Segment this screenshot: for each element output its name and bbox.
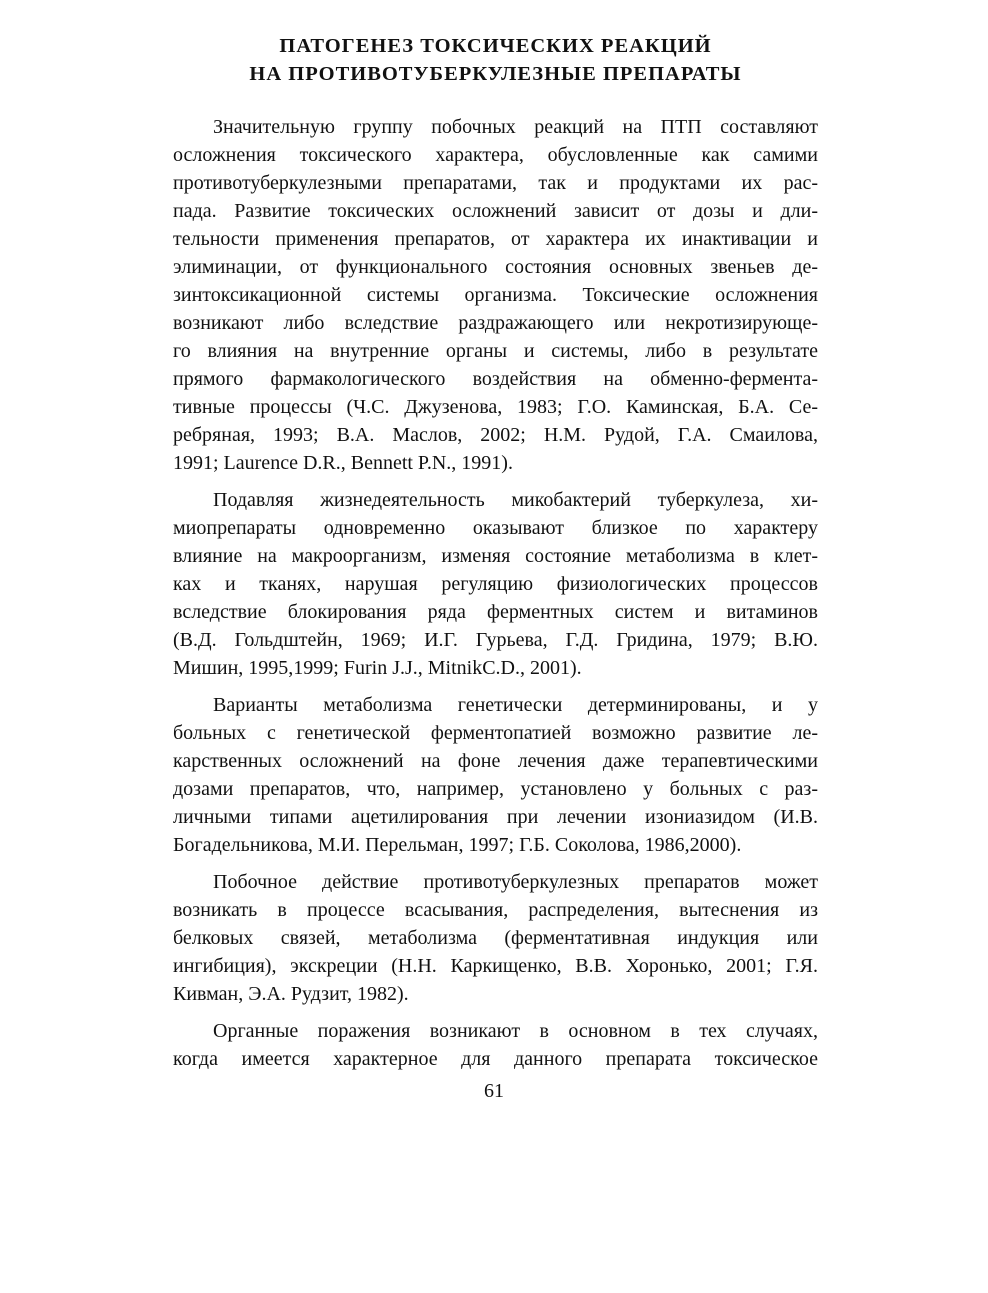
text-line: больных с генетической ферментопатией возможно развитие ле- [173,722,818,744]
text-line: осложнения токсического характера, обусловленные как самими [173,144,818,166]
paragraph [173,691,818,859]
text-line: Варианты метаболизма генетически детерминированы, и у [213,694,818,716]
paragraph [173,1017,818,1073]
text-line: возникают либо вследствие раздражающего или некротизирующе- [173,312,818,334]
document-page [173,32,818,1082]
text-line: го влияния на внутренние органы и системы, либо в результате [173,340,818,362]
text-line: тельности применения препаратов, от характера их инактивации и [173,228,818,250]
text-line: Подавляя жизнедеятельность микобактерий туберкулеза, хи- [213,489,818,511]
text-line: пада. Развитие токсических осложнений зависит от дозы и дли- [173,200,818,222]
text-line: ингибиция), экскреции (Н.Н. Каркищенко, В.В. Хоронько, 2001; Г.Я. [173,955,818,977]
page-number: 61 [484,1080,504,1102]
text-line: элиминации, от функционального состояния основных звеньев де- [173,256,818,278]
text-line: (В.Д. Гольдштейн, 1969; И.Г. Гурьева, Г.Д. Гридина, 1979; В.Ю. [173,629,818,651]
title-line: НА ПРОТИВОТУБЕРКУЛЕЗНЫЕ ПРЕПАРАТЫ [249,63,742,85]
page-title [173,32,818,88]
text-line: прямого фармакологического воздействия на обменно-фермента- [173,368,818,390]
text-line: возникать в процессе всасывания, распределения, вытеснения из [173,899,818,921]
text-line: карственных осложнений на фоне лечения даже терапевтическими [173,750,818,772]
text-line: Органные поражения возникают в основном в тех случаях, [213,1020,818,1042]
text-line: Кивман, Э.А. Рудзит, 1982). [173,983,409,1005]
body-text [173,113,818,1073]
text-line: миопрепараты одновременно оказывают близкое по характеру [173,517,818,539]
text-line: дозами препаратов, что, например, установлено у больных с раз- [173,778,818,800]
text-line: противотуберкулезными препаратами, так и продуктами их рас- [173,172,818,194]
text-line: тивные процессы (Ч.С. Джузенова, 1983; Г.О. Каминская, Б.А. Се- [173,396,818,418]
text-line: влияние на макроорганизм, изменяя состояние метаболизма в клет- [173,545,818,567]
text-line: вследствие блокирования ряда ферментных систем и витаминов [173,601,818,623]
text-line: белковых связей, метаболизма (ферментативная индукция или [173,927,818,949]
text-line: Побочное действие противотуберкулезных препаратов может [213,871,818,893]
text-line: ках и тканях, нарушая регуляцию физиологических процессов [173,573,818,595]
text-line: когда имеется характерное для данного препарата токсическое [173,1048,818,1070]
text-line: ребряная, 1993; В.А. Маслов, 2002; Н.М. Рудой, Г.А. Смаилова, [173,424,818,446]
text-line: личными типами ацетилирования при лечении изониазидом (И.В. [173,806,818,828]
text-line: Значительную группу побочных реакций на ПТП составляют [213,116,818,138]
text-line: 1991; Laurence D.R., Bennett P.N., 1991). [173,452,513,474]
title-line: ПАТОГЕНЕЗ ТОКСИЧЕСКИХ РЕАКЦИЙ [279,35,712,57]
text-line: Мишин, 1995,1999; Furin J.J., MitnikC.D., 2001). [173,657,582,679]
paragraph [173,113,818,477]
paragraph [173,868,818,1008]
text-line: зинтоксикационной системы организма. Токсические осложнения [173,284,818,306]
paragraph [173,486,818,682]
text-line: Богадельникова, М.И. Перельман, 1997; Г.Б. Соколова, 1986,2000). [173,834,742,856]
